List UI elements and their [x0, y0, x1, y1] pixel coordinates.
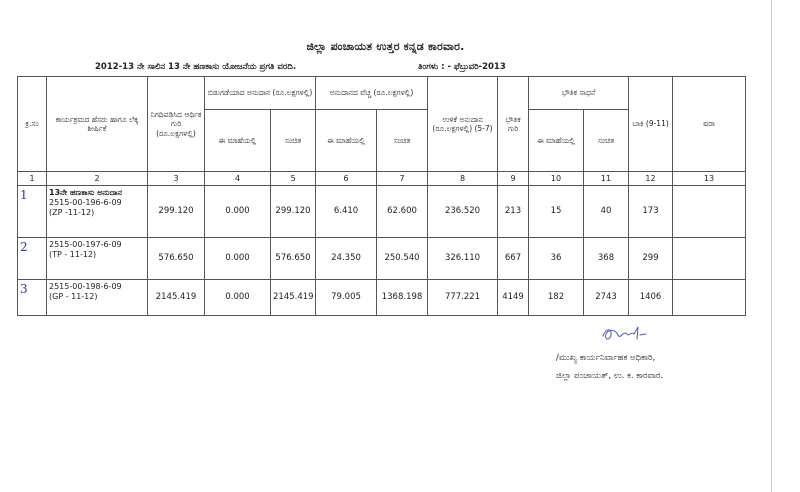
table-row — [18, 238, 746, 280]
expense-month-cell: 6.410 — [316, 186, 377, 238]
progress-table — [17, 76, 746, 316]
signatory-designation: /ಮುಖ್ಯ ಕಾರ್ಯನಿರ್ವಾಹಕ ಅಧಿಕಾರಿ, — [556, 353, 656, 363]
page-title: ಜಿಲ್ಲಾ ಪಂಚಾಯತ ಉತ್ತರ ಕನ್ನಡ ಕಾರವಾರ. — [306, 40, 465, 53]
remarks-cell — [673, 186, 746, 238]
header-release-group: ಬಿಡುಗಡೆಯಾದ ಅನುದಾನ (ರೂ.ಲಕ್ಷಗಳಲ್ಲಿ) — [205, 77, 316, 110]
page-edge-line — [771, 0, 772, 492]
remarks-cell — [673, 280, 746, 316]
balance-cell: 1406 — [629, 280, 673, 316]
allocation-cell: 2145.419 — [148, 280, 205, 316]
physical-cumulative-cell: 2743 — [584, 280, 629, 316]
balance-grant-cell: 777.221 — [428, 280, 498, 316]
balance-cell: 173 — [629, 186, 673, 238]
column-number: 9 — [498, 172, 529, 186]
column-number: 13 — [673, 172, 746, 186]
column-number: 4 — [205, 172, 271, 186]
release-month-cell: 0.000 — [205, 280, 271, 316]
physical-target-cell: 4149 — [498, 280, 529, 316]
header-remarks: ಷರಾ — [673, 77, 746, 172]
header-allocation: ನಿಗದಿಪಡಿಸಿದ ಆರ್ಥಿಕ ಗುರಿ (ರೂ.ಲಕ್ಷಗಳಲ್ಲಿ) — [148, 77, 205, 172]
header-physical-month: ಈ ಮಾಹೆಯಲ್ಲಿ — [529, 110, 584, 172]
column-number: 3 — [148, 172, 205, 186]
column-number: 11 — [584, 172, 629, 186]
physical-month-cell: 36 — [529, 238, 584, 280]
signatory-office: ಜಿಲ್ಲಾ ಪಂಚಾಯತ್, ಉ. ಕ. ಕಾರವಾರ. — [556, 371, 664, 381]
serial-cell — [18, 238, 47, 280]
expense-cumulative-cell: 1368.198 — [377, 280, 428, 316]
report-month: ತಿಂಗಳು : - ಫೆಬ್ರುವರಿ-2013 — [418, 62, 506, 72]
column-number: 5 — [271, 172, 316, 186]
physical-cumulative-cell: 368 — [584, 238, 629, 280]
table-row — [18, 280, 746, 316]
allocation-cell: 299.120 — [148, 186, 205, 238]
physical-month-cell: 182 — [529, 280, 584, 316]
header-physical-group: ಭೌತಿಕ ಸಾಧನೆ — [529, 77, 629, 110]
serial-number: 2 — [20, 240, 28, 254]
account-head: 2515-00-198-6-09 — [49, 282, 122, 291]
header-expense-cumulative: ಸಂಚಿತ — [377, 110, 428, 172]
program-cell — [47, 186, 148, 238]
account-head: 2515-00-197-6-09 — [49, 240, 122, 249]
column-number: 1 — [18, 172, 47, 186]
account-scope: (ZP -11-12) — [49, 208, 95, 217]
account-scope: (GP - 11-12) — [49, 292, 98, 301]
header-expense-month: ಈ ಮಾಹೆಯಲ್ಲಿ — [316, 110, 377, 172]
column-number: 10 — [529, 172, 584, 186]
column-number: 6 — [316, 172, 377, 186]
release-cumulative-cell: 299.120 — [271, 186, 316, 238]
program-cell — [47, 280, 148, 316]
column-number: 8 — [428, 172, 498, 186]
report-subtitle: 2012-13 ನೇ ಸಾಲಿನ 13 ನೇ ಹಣಕಾಸು ಯೋಜನೆಯ ಪ್ರಗತಿ ವರದಿ. — [95, 62, 297, 72]
header-physical-target: ಭೌತಿಕ ಗುರಿ — [498, 77, 529, 172]
allocation-cell: 576.650 — [148, 238, 205, 280]
release-cumulative-cell: 576.650 — [271, 238, 316, 280]
table-row — [18, 186, 746, 238]
serial-cell — [18, 280, 47, 316]
column-number-row — [18, 172, 746, 186]
expense-month-cell: 79.005 — [316, 280, 377, 316]
balance-cell: 299 — [629, 238, 673, 280]
column-number: 7 — [377, 172, 428, 186]
release-month-cell: 0.000 — [205, 238, 271, 280]
expense-cumulative-cell: 250.540 — [377, 238, 428, 280]
program-cell — [47, 238, 148, 280]
header-balance: ಬಾಕಿ (9-11) — [629, 77, 673, 172]
header-expense-group: ಅನುದಾನದ ವೆಚ್ಚ (ರೂ.ಲಕ್ಷಗಳಲ್ಲಿ) — [316, 77, 428, 110]
expense-month-cell: 24.350 — [316, 238, 377, 280]
signature-scribble — [600, 322, 648, 346]
serial-number: 3 — [20, 282, 28, 296]
physical-month-cell: 15 — [529, 186, 584, 238]
balance-grant-cell: 326.110 — [428, 238, 498, 280]
header-physical-cumulative: ಸಂಚಿತ — [584, 110, 629, 172]
column-number: 12 — [629, 172, 673, 186]
expense-cumulative-cell: 62.600 — [377, 186, 428, 238]
account-scope: (TP - 11-12) — [49, 250, 97, 259]
header-serial: ಕ್ರ.ಸಂ — [18, 77, 47, 172]
account-head: 2515-00-196-6-09 — [49, 198, 122, 207]
release-month-cell: 0.000 — [205, 186, 271, 238]
remarks-cell — [673, 238, 746, 280]
balance-grant-cell: 236.520 — [428, 186, 498, 238]
physical-target-cell: 667 — [498, 238, 529, 280]
program-title: 13ನೇ ಹಣಕಾಸು ಅನುದಾನ — [49, 188, 122, 197]
column-number: 2 — [47, 172, 148, 186]
physical-target-cell: 213 — [498, 186, 529, 238]
release-cumulative-cell: 2145.419 — [271, 280, 316, 316]
serial-number: 1 — [20, 188, 28, 202]
header-release-month: ಈ ಮಾಹೆಯಲ್ಲಿ — [205, 110, 271, 172]
header-balance-grant: ಉಳಿಕೆ ಅನುದಾನ (ರೂ.ಲಕ್ಷಗಳಲ್ಲಿ) (5-7) — [428, 77, 498, 172]
header-release-cumulative: ಸಂಚಿತ — [271, 110, 316, 172]
header-program: ಕಾರ್ಯಕ್ರಮದ ಹೆಸರು ಹಾಗೂ ಲೆಕ್ಕ ಶೀರ್ಷಿಕೆ — [47, 77, 148, 172]
serial-cell — [18, 186, 47, 238]
physical-cumulative-cell: 40 — [584, 186, 629, 238]
